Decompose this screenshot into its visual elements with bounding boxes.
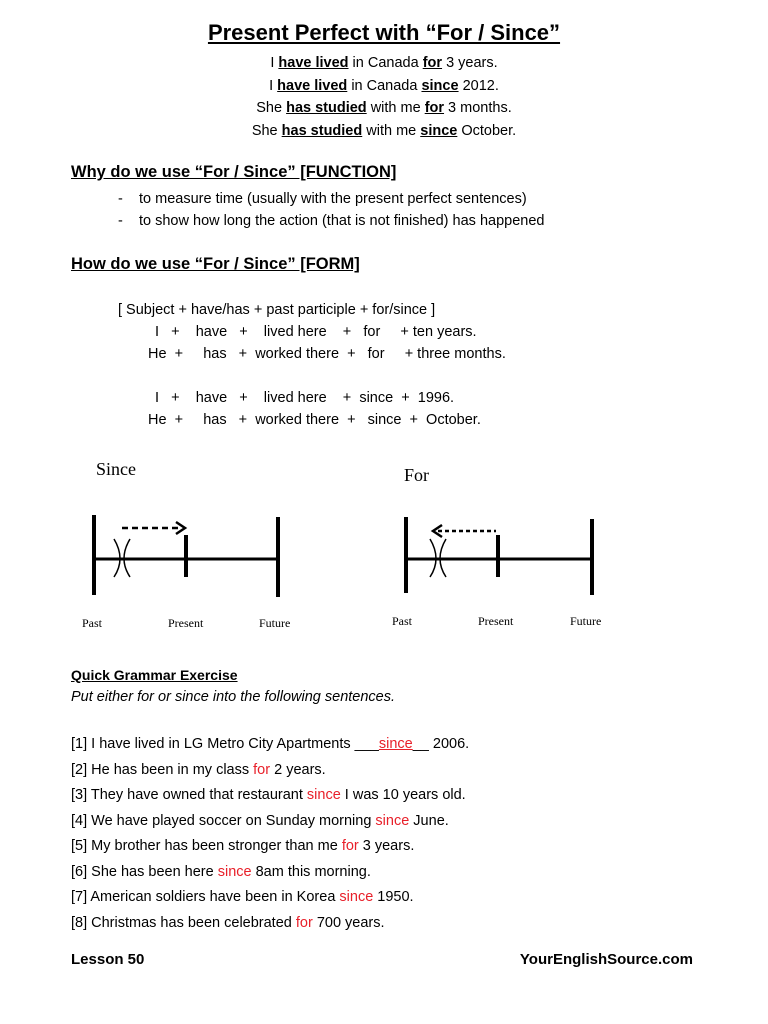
footer-website: YourEnglishSource.com — [519, 951, 693, 968]
function-heading: Why do we use “For / Since” [FUNCTION] — [71, 163, 397, 181]
example-sentence: She has studied with me since October. — [251, 122, 517, 139]
since-present-label: Present — [168, 616, 204, 630]
exercise-item: [8] Christmas has been celebrated for 700 years. — [71, 914, 385, 931]
form-example-line: I + have + lived here + for + ten years. — [155, 324, 477, 340]
exercise-answer: for — [295, 914, 313, 931]
form-example-line: He + has + worked there + for + three months. — [148, 346, 506, 362]
form-heading: How do we use “For / Since” [FORM] — [71, 255, 360, 273]
exercise-list — [71, 732, 469, 936]
for-future-label: Future — [570, 614, 602, 628]
since-timeline-label: Since — [96, 459, 136, 479]
exercise-item: [1] I have lived in LG Metro City Apartments ___since__ 2006. — [71, 736, 470, 752]
form-pattern: [ Subject + have/has + past participle + for/since ] — [118, 302, 436, 318]
exercise-answer: since — [339, 889, 374, 905]
example-sentence: I have lived in Canada for 3 years. — [270, 55, 498, 71]
for-past-label: Past — [392, 614, 413, 628]
exercise-answer: since — [217, 863, 252, 880]
exercise-item: [7] American soldiers have been in Korea since 1950. — [71, 889, 414, 905]
since-future-label: Future — [259, 616, 291, 630]
form-example-line: I + have + lived here + since + 1996. — [155, 390, 455, 406]
since-past-label: Past — [82, 616, 103, 630]
exercise-item: [2] He has been in my class for 2 years. — [71, 761, 326, 778]
example-sentences — [0, 52, 768, 142]
function-bullet: - to measure time (usually with the present perfect sentences) — [118, 188, 544, 210]
exercise-item: [6] She has been here since 8am this morning. — [71, 863, 371, 880]
exercise-answer: for — [253, 761, 271, 778]
exercise-answer: since — [375, 812, 410, 829]
form-example-line: He + has + worked there + since + October. — [148, 412, 481, 428]
exercise-title: Quick Grammar Exercise — [71, 667, 238, 683]
for-timeline-label: For — [404, 465, 430, 485]
function-bullet: - to show how long the action (that is not finished) has happened — [118, 210, 544, 232]
exercise-item: [5] My brother has been stronger than me for 3 years. — [71, 838, 415, 854]
exercise-item: [3] They have owned that restaurant since I was 10 years old. — [71, 787, 466, 803]
function-bullets — [118, 188, 544, 232]
since-timeline-diagram — [80, 505, 300, 605]
exercise-answer: since — [306, 787, 341, 803]
example-sentence: She has studied with me for 3 months. — [256, 100, 512, 116]
page-title: Present Perfect with “For / Since” — [207, 20, 561, 45]
for-present-label: Present — [478, 614, 514, 628]
example-sentence: I have lived in Canada since 2012. — [269, 77, 499, 94]
for-timeline-diagram — [392, 505, 612, 605]
footer-lesson: Lesson 50 — [71, 951, 145, 968]
exercise-instruction: Put either for or since into the following sentences. — [71, 689, 396, 705]
exercise-answer: since — [378, 736, 413, 752]
exercise-answer: for — [341, 838, 359, 854]
exercise-item: [4] We have played soccer on Sunday morning since June. — [71, 812, 449, 829]
